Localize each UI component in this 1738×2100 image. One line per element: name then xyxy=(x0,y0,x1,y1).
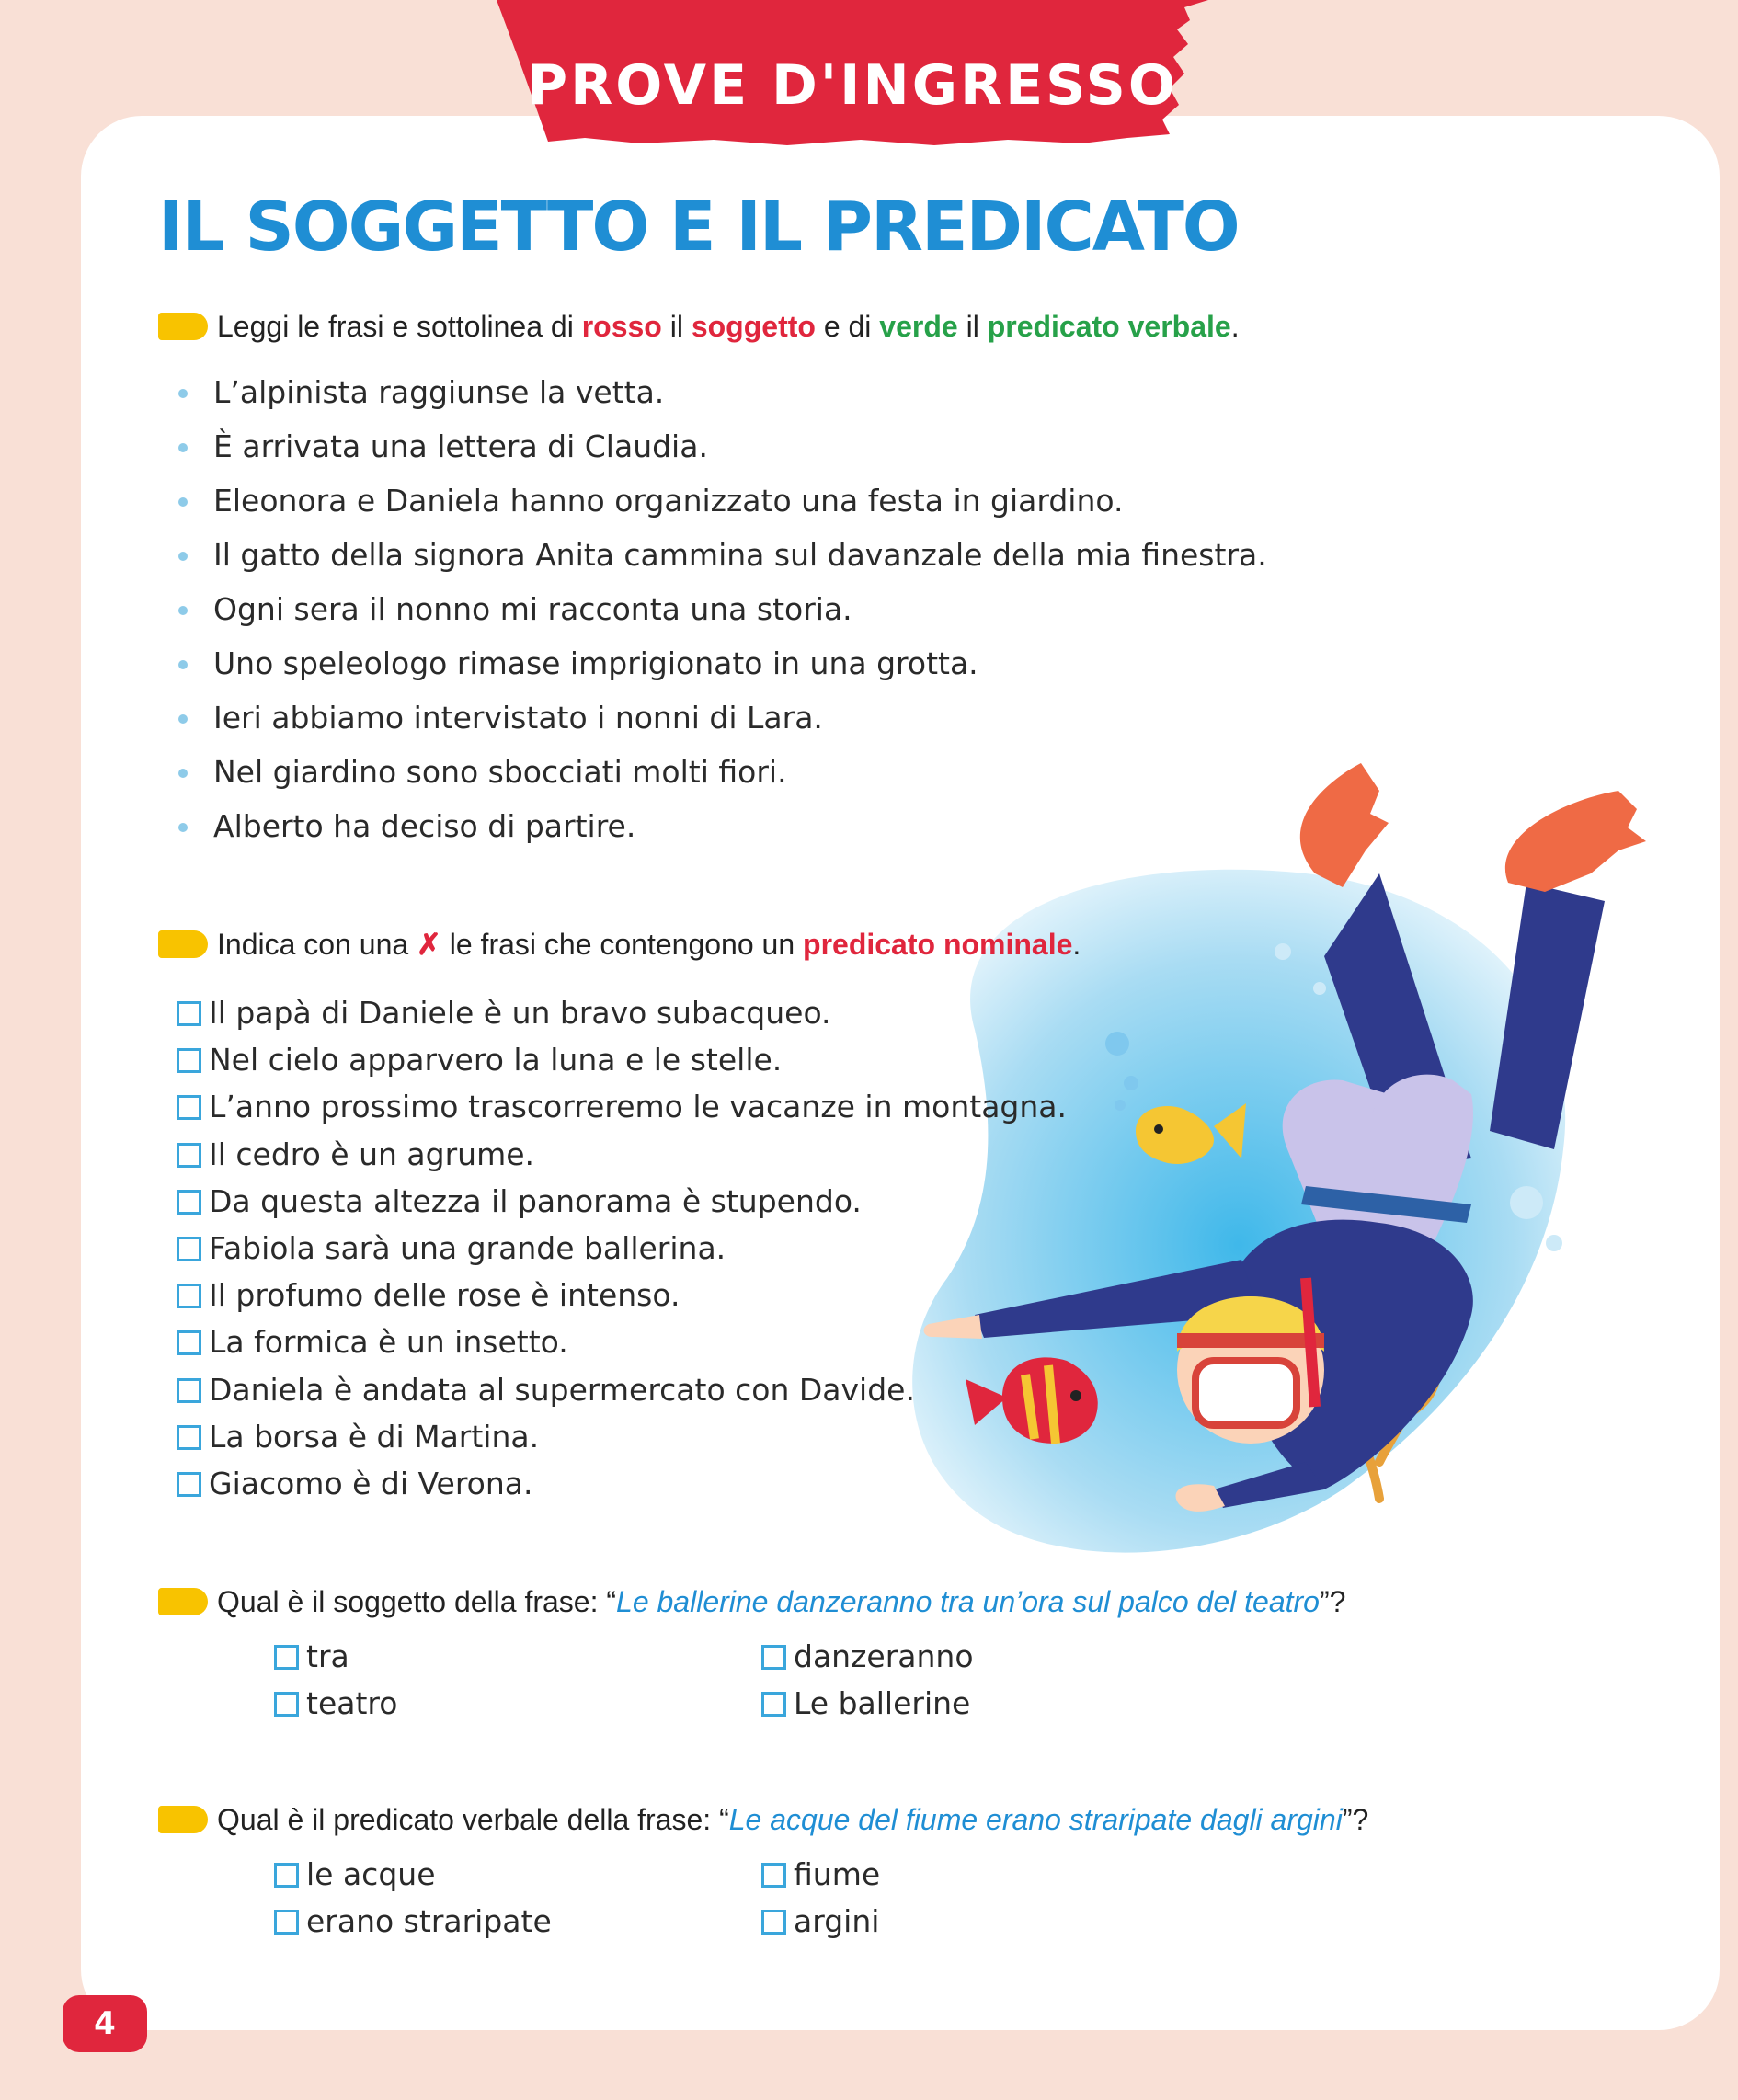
list-item: L’anno prossimo trascorreremo le vacanze in montagna. xyxy=(177,1085,1067,1132)
option-le-acque[interactable]: le acque xyxy=(274,1856,436,1892)
list-item: Il profumo delle rose è intenso. xyxy=(177,1273,1067,1320)
list-item: Il papà di Daniele è un bravo subacqueo. xyxy=(177,991,1067,1038)
bullet-icon xyxy=(178,389,188,398)
list-item[interactable]: Ieri abbiamo intervistato i nonni di Lara. xyxy=(178,696,1267,750)
checkbox[interactable] xyxy=(274,1692,299,1717)
list-item: Il cedro è un agrume. xyxy=(177,1133,1067,1180)
option-erano-straripate[interactable]: erano straripate xyxy=(274,1903,552,1939)
checkbox[interactable] xyxy=(177,1001,201,1026)
keyword-soggetto: soggetto xyxy=(691,310,816,343)
bullet-icon xyxy=(178,443,188,452)
checkbox[interactable] xyxy=(761,1910,786,1935)
list-item[interactable]: Ogni sera il nonno mi racconta una storia. xyxy=(178,588,1267,642)
page-number: 4 xyxy=(63,1995,147,2052)
banner-label: PROVE D'INGRESSO xyxy=(527,53,1178,118)
question-soggetto: Qual è il soggetto della frase: “Le ballerine danzeranno tra un’ora sul palco del teatro”? xyxy=(158,1585,1345,1619)
option-argini[interactable]: argini xyxy=(761,1903,879,1939)
checkbox[interactable] xyxy=(177,1143,201,1168)
checkbox[interactable] xyxy=(177,1330,201,1355)
checkbox[interactable] xyxy=(177,1378,201,1403)
checkbox[interactable] xyxy=(761,1692,786,1717)
checkbox[interactable] xyxy=(761,1645,786,1670)
checkbox[interactable] xyxy=(761,1863,786,1888)
checkbox[interactable] xyxy=(177,1190,201,1215)
checkbox-list xyxy=(177,991,1067,1509)
list-item[interactable]: Il gatto della signora Anita cammina sul davanzale della mia finestra. xyxy=(178,533,1267,588)
list-item[interactable]: È arrivata una lettera di Claudia. xyxy=(178,425,1267,479)
list-item: Giacomo è di Verona. xyxy=(177,1462,1067,1509)
bullet-icon xyxy=(178,714,188,724)
checkbox[interactable] xyxy=(177,1048,201,1073)
keyword-verde: verde xyxy=(879,310,958,343)
instruction-underline: Leggi le frasi e sottolinea di rosso il soggetto e di verde il predicato verbale. xyxy=(158,310,1240,344)
list-item[interactable]: Nel giardino sono sbocciati molti fiori. xyxy=(178,750,1267,805)
checkbox[interactable] xyxy=(274,1863,299,1888)
page-title: IL SOGGETTO E IL PREDICATO xyxy=(158,188,1239,267)
checkbox[interactable] xyxy=(177,1425,201,1450)
question-quote: Le acque del fiume erano straripate dagli argini xyxy=(728,1803,1343,1836)
cross-mark-icon: ✗ xyxy=(417,928,441,961)
question-quote: Le ballerine danzeranno tra un’ora sul palco del teatro xyxy=(616,1585,1320,1618)
list-item: Da questa altezza il panorama è stupendo. xyxy=(177,1180,1067,1227)
list-item: La formica è un insetto. xyxy=(177,1320,1067,1367)
bullet-icon xyxy=(178,497,188,507)
instruction-mark: Indica con una ✗ le frasi che contengono un predicato nominale. xyxy=(158,927,1081,962)
list-item[interactable]: Eleonora e Daniela hanno organizzato una festa in giardino. xyxy=(178,479,1267,533)
option-le-ballerine[interactable]: Le ballerine xyxy=(761,1685,970,1721)
exercise-marker-icon xyxy=(158,930,208,958)
bullet-icon xyxy=(178,606,188,615)
exercise-marker-icon xyxy=(158,1588,208,1615)
list-item: Nel cielo apparvero la luna e le stelle. xyxy=(177,1038,1067,1085)
bullet-icon xyxy=(178,552,188,561)
bullet-icon xyxy=(178,823,188,832)
question-predicato: Qual è il predicato verbale della frase: “Le acque del fiume erano straripate dagli argini”? xyxy=(158,1803,1368,1837)
keyword-rosso: rosso xyxy=(581,310,662,343)
list-item: Fabiola sarà una grande ballerina. xyxy=(177,1227,1067,1273)
list-item: Daniela è andata al supermercato con Davide. xyxy=(177,1368,1067,1415)
checkbox[interactable] xyxy=(274,1910,299,1935)
option-danzeranno[interactable]: danzeranno xyxy=(761,1638,974,1674)
keyword-predicato-nominale: predicato nominale xyxy=(803,928,1073,961)
keyword-predicato-verbale: predicato verbale xyxy=(987,310,1231,343)
list-item[interactable]: L’alpinista raggiunse la vetta. xyxy=(178,371,1267,425)
exercise-marker-icon xyxy=(158,1806,208,1833)
option-fiume[interactable]: fiume xyxy=(761,1856,880,1892)
option-tra[interactable]: tra xyxy=(274,1638,349,1674)
option-teatro[interactable]: teatro xyxy=(274,1685,397,1721)
list-item[interactable]: Uno speleologo rimase imprigionato in una grotta. xyxy=(178,642,1267,696)
checkbox[interactable] xyxy=(177,1237,201,1261)
list-item[interactable]: Alberto ha deciso di partire. xyxy=(178,805,1267,859)
checkbox[interactable] xyxy=(177,1095,201,1120)
section-banner xyxy=(493,0,1212,145)
checkbox[interactable] xyxy=(177,1284,201,1308)
bullet-icon xyxy=(178,769,188,778)
list-item: La borsa è di Martina. xyxy=(177,1415,1067,1462)
checkbox[interactable] xyxy=(177,1472,201,1497)
exercise-marker-icon xyxy=(158,313,208,340)
bullet-icon xyxy=(178,660,188,669)
checkbox[interactable] xyxy=(274,1645,299,1670)
